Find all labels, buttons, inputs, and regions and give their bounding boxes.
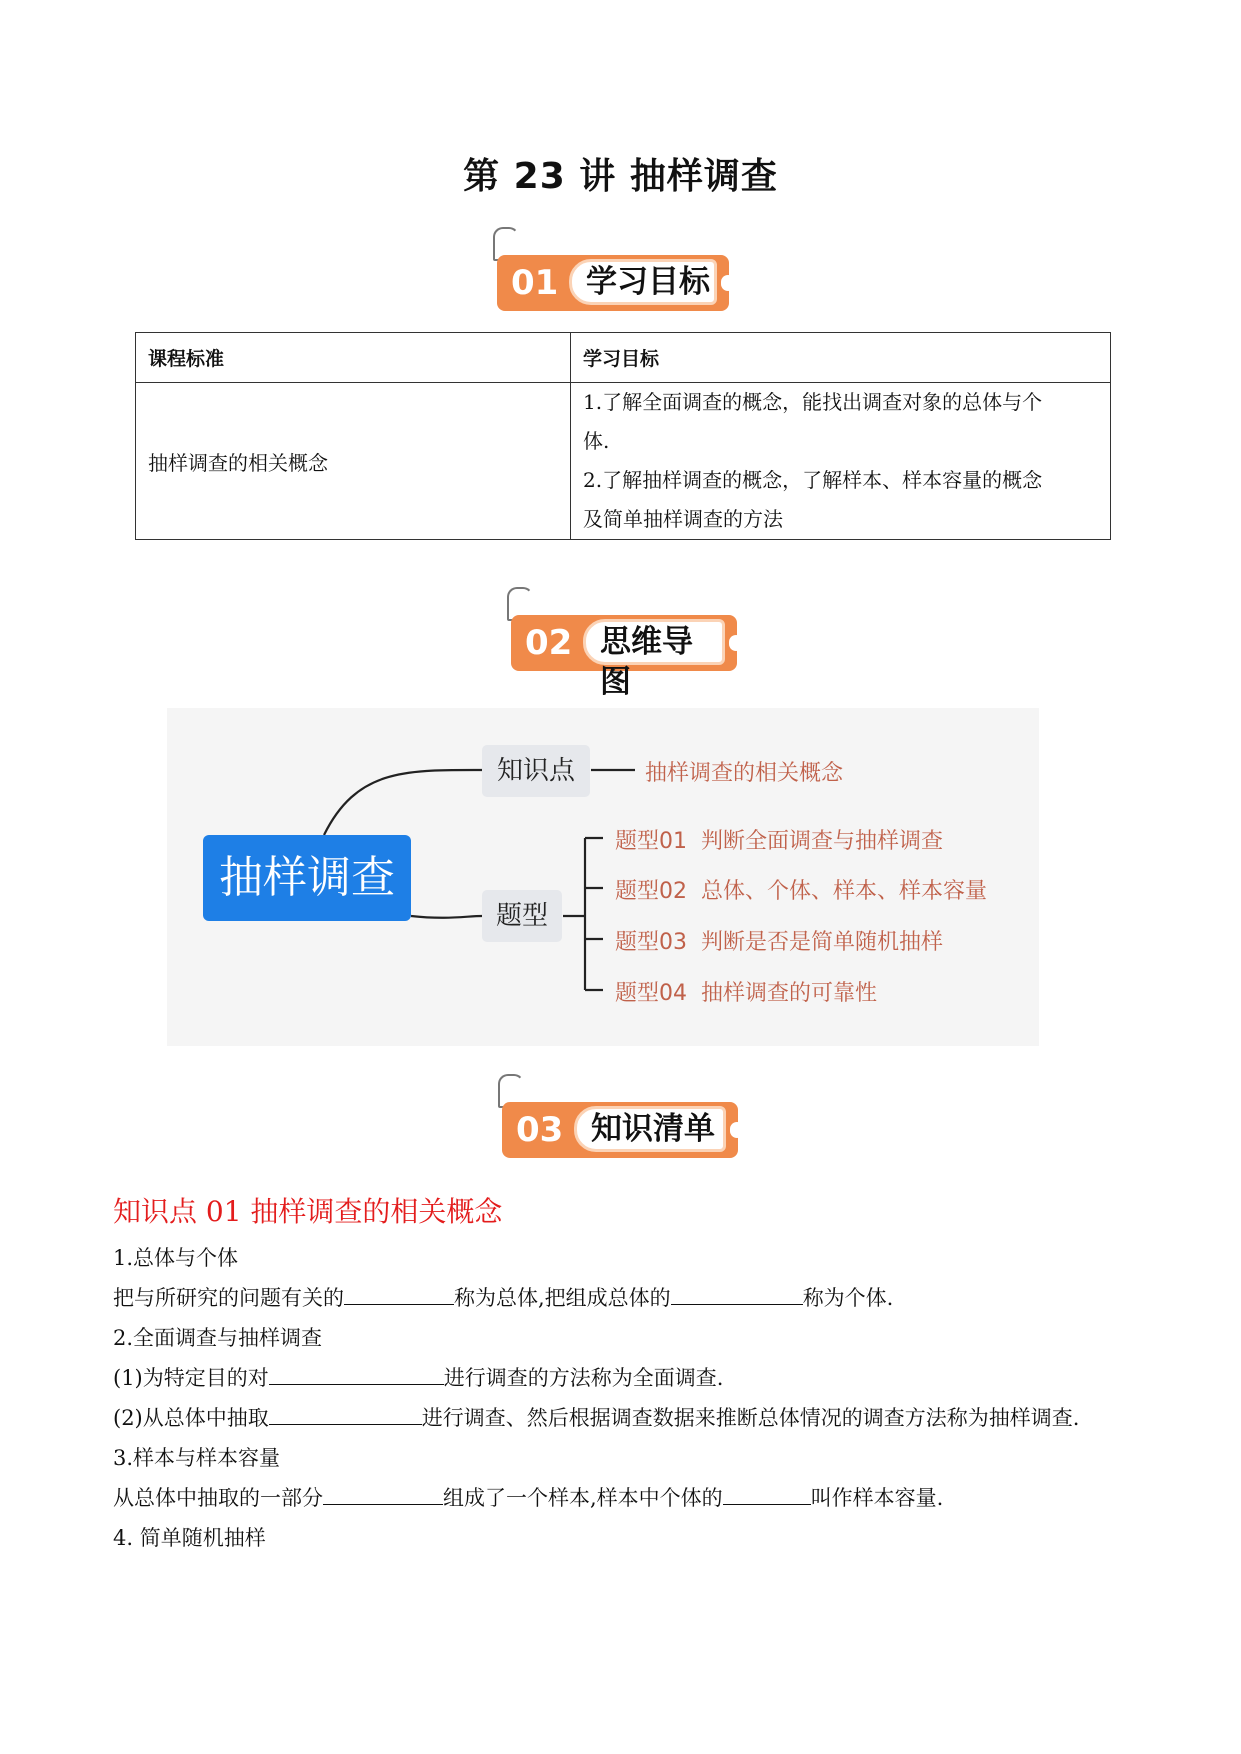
type-text: 抽样调查的可靠性 <box>701 981 878 1006</box>
text-segment: 进行调查、然后根据调查数据来推断总体情况的调查方法称为抽样调查. <box>421 1406 1080 1430</box>
mind-map-types-node: 题型 <box>482 890 562 942</box>
type-code: 题型02 <box>615 879 687 904</box>
mind-map-type-item <box>615 976 877 1007</box>
fill-blank[interactable] <box>269 1364 444 1385</box>
text-segment: (2)从总体中抽取 <box>113 1406 269 1430</box>
section-label: 思维导图 <box>583 619 725 665</box>
course-standard-cell: 抽样调查的相关概念 <box>136 383 571 540</box>
mind-map-knowledge-leaf: 抽样调查的相关概念 <box>645 761 844 786</box>
section-banner-knowledge <box>502 1092 738 1150</box>
fill-blank[interactable] <box>323 1484 443 1505</box>
section-number: 03 <box>516 1110 564 1150</box>
knowledge-line: 1.总体与个体 <box>113 1246 239 1270</box>
page-title: 第 23 讲 抽样调查 <box>463 156 778 197</box>
text-segment: 进行调查的方法称为全面调查. <box>443 1366 724 1390</box>
knowledge-line: 3.样本与样本容量 <box>113 1446 281 1470</box>
fill-blank[interactable] <box>671 1284 803 1305</box>
learning-goals-cell <box>571 383 1111 540</box>
header-course-standard: 课程标准 <box>136 333 571 383</box>
text-segment: 叫作样本容量. <box>810 1486 944 1510</box>
section-number: 02 <box>525 623 573 663</box>
text-segment: 把与所研究的问题有关的 <box>113 1286 344 1310</box>
knowledge-line: 4. 简单随机抽样 <box>113 1526 266 1550</box>
knowledge-point-heading: 知识点 01 抽样调查的相关概念 <box>113 1195 503 1228</box>
text-segment: 组成了一个样本,样本中个体的 <box>443 1486 723 1510</box>
goal-line: 2.了解抽样调查的概念，了解样本、样本容量的概念 <box>583 468 1043 492</box>
text-segment: 从总体中抽取的一部分 <box>113 1486 323 1510</box>
goal-line: 体. <box>583 429 610 453</box>
type-code: 题型03 <box>615 930 687 955</box>
goal-line: 1.了解全面调查的概念，能找出调查对象的总体与个 <box>583 390 1043 414</box>
knowledge-line <box>113 1482 943 1512</box>
type-text: 总体、个体、样本、样本容量 <box>701 879 988 904</box>
type-code: 题型04 <box>615 981 687 1006</box>
text-segment: 称为总体,把组成总体的 <box>454 1286 671 1310</box>
knowledge-line <box>113 1362 723 1392</box>
text-segment: (1)为特定目的对 <box>113 1366 269 1390</box>
mind-map-type-item <box>615 874 987 905</box>
knowledge-line <box>113 1282 893 1312</box>
fill-blank[interactable] <box>723 1484 811 1505</box>
mind-map-root: 抽样调查 <box>203 835 411 921</box>
type-code: 题型01 <box>615 829 687 854</box>
knowledge-line <box>113 1402 1079 1432</box>
type-text: 判断是否是简单随机抽样 <box>701 930 944 955</box>
section-number: 01 <box>511 263 559 303</box>
mind-map <box>167 708 1039 1046</box>
text-segment: 称为个体. <box>802 1286 894 1310</box>
mind-map-type-item <box>615 925 943 956</box>
fill-blank[interactable] <box>269 1404 422 1425</box>
type-text: 判断全面调查与抽样调查 <box>701 829 944 854</box>
mind-map-knowledge-node: 知识点 <box>482 745 590 797</box>
knowledge-line: 2.全面调查与抽样调查 <box>113 1326 323 1350</box>
section-label: 学习目标 <box>569 259 717 305</box>
section-label: 知识清单 <box>574 1106 726 1152</box>
fill-blank[interactable] <box>344 1284 454 1305</box>
goals-table <box>135 332 1111 540</box>
goal-line: 及简单抽样调查的方法 <box>583 507 783 531</box>
section-banner-mindmap <box>511 605 737 700</box>
mind-map-type-item <box>615 824 943 855</box>
section-banner-goals <box>497 245 729 303</box>
header-learning-goals: 学习目标 <box>571 333 1111 383</box>
